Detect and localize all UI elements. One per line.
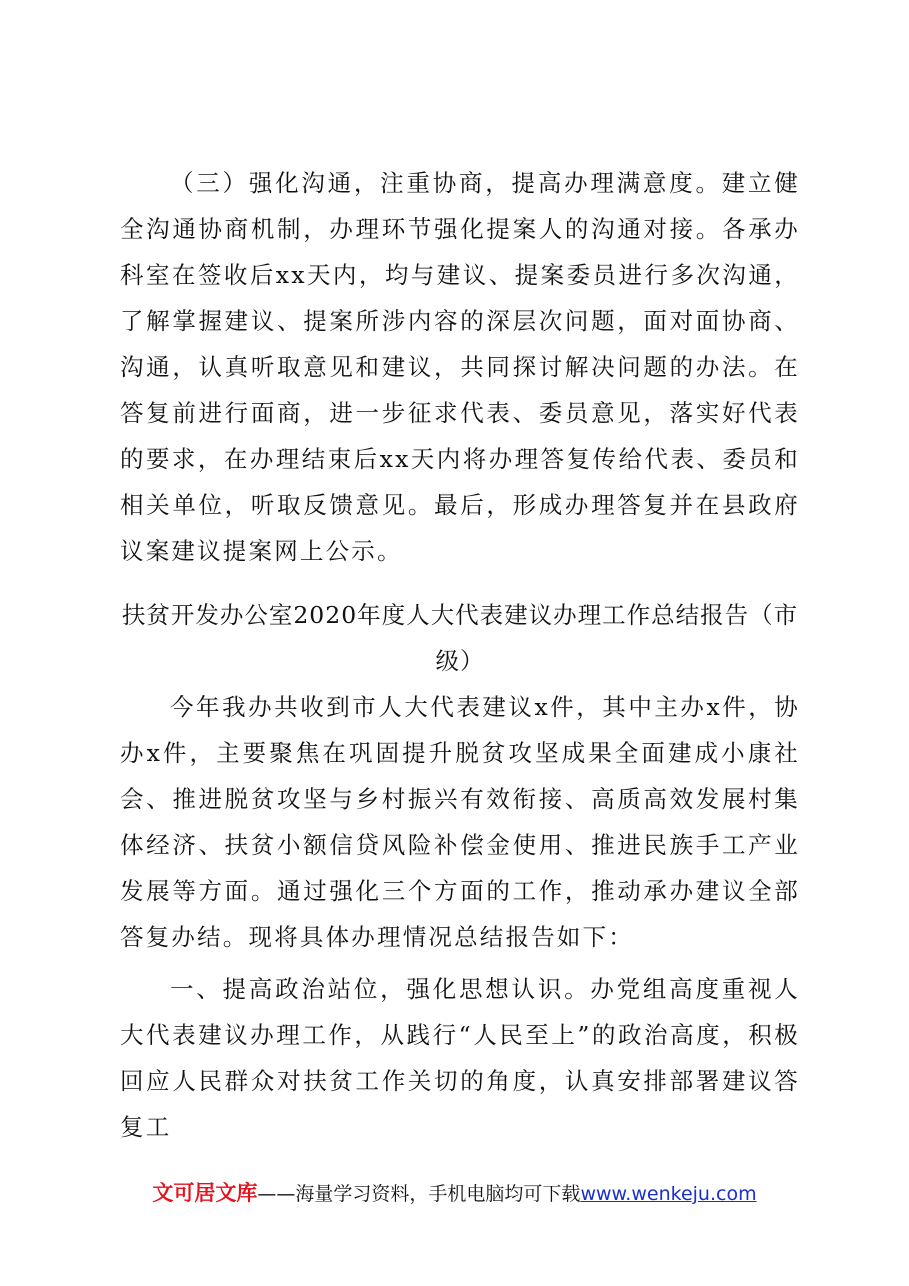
footer-banner bbox=[0, 1178, 909, 1209]
body-paragraph-2: 今年我办共收到市人大代表建议x件，其中主办x件，协办x件，主要聚焦在巩固提升脱贫攻坚成果全面建成小康社会、推进脱贫攻坚与乡村振兴有效衔接、高质高效发展村集体经济、扶贫小额信贷风险补偿金使用、推进民族手工产业发展等方面。通过强化三个方面的工作，推动承办建议全部答复办结。现将具体办理情况总结报告如下： bbox=[120, 693, 800, 951]
footer-url-link[interactable]: www.wenkeju.com bbox=[580, 1183, 757, 1205]
footer-brand: 文可居文库 bbox=[152, 1181, 258, 1205]
body-paragraph-3: 一、提高政治站位，强化思想认识。办党组高度重视人大代表建议办理工作，从践行“人民至上”的政治高度，积极回应人民群众对扶贫工作关切的角度，认真安排部署建议答复工 bbox=[120, 975, 800, 1141]
body-paragraph-1: （三）强化沟通，注重协商，提高办理满意度。建立健全沟通协商机制，办理环节强化提案人的沟通对接。各承办科室在签收后xx天内，均与建议、提案委员进行多次沟通，了解掌握建议、提案所涉内容的深层次问题，面对面协商、沟通，认真听取意见和建议，共同探讨解决问题的办法。在答复前进行面商，进一步征求代表、委员意见，落实好代表的要求，在办理结束后xx天内将办理答复传给代表、委员和相关单位，听取反馈意见。最后，形成办理答复并在县政府议案建议提案网上公示。 bbox=[120, 169, 800, 565]
document-title: 扶贫开发办公室2020年度人大代表建议办理工作总结报告（市级） bbox=[121, 601, 799, 675]
footer-slogan: ——海量学习资料，手机电脑均可下载 bbox=[257, 1183, 581, 1205]
